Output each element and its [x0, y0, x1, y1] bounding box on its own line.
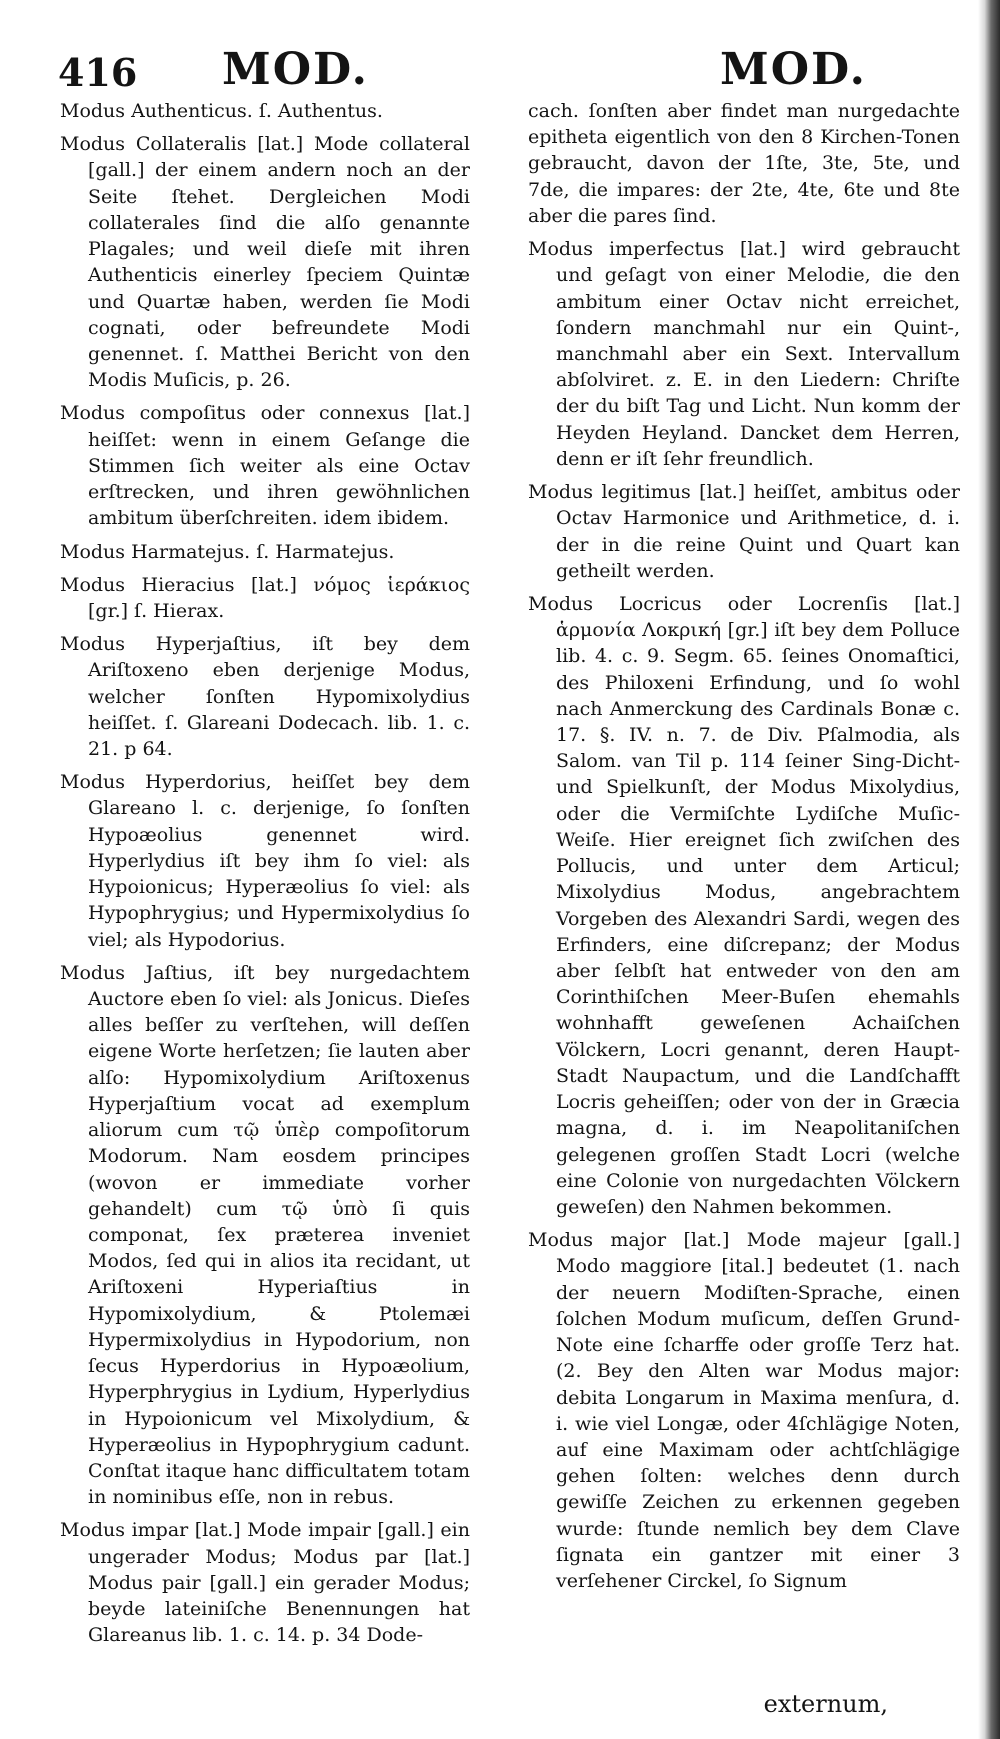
entry-modus-impar: Modus impar [lat.] Mode impair [gall.] ein ungerader Modus; Modus par [lat.] Modus pair [gall.] ein gerader Modus; beyde lateiniſche Benennungen hat Glareanus lib. 1. c. 14. p. 34 Dode- — [60, 1519, 470, 1647]
running-head-left: MOD. — [222, 44, 369, 95]
entry-modus-authenticus: Modus Authenticus. ſ. Authentus. — [60, 100, 383, 122]
running-head-right: MOD. — [720, 44, 867, 95]
entry-modus-major: Modus major [lat.] Mode majeur [gall.] Modo maggiore [ital.] bedeutet (1. nach der neuern Modiſten-Sprache, einen ſolchen Modum muſicum, deſſen Grund-Note eine ſcharffe oder groſſe Terz hat. (2. Bey den Alten war Modus major: debita Longarum in Maxima menſura, d. i. wie viel Longæ, oder 4ſchlägige Noten, auf eine Maximam oder achtſchlägige gehen ſolten: welches denn durch gewiſſe Zeichen zu erkennen gegeben wurde: ſtunde nemlich bey dem Clave ſignata ein gantzer mit einer 3 verſehener Circkel, ſo Signum — [528, 1229, 960, 1593]
page-footer — [0, 1690, 960, 1730]
entry-continuation: cach. ſonſten aber findet man nurgedachte epitheta eigentlich von den 8 Kirchen-Tonen gebraucht, davon der 1ſte, 3te, 5te, und 7de, die impares: der 2te, 4te, 6te und 8te aber die pares ſind. — [528, 100, 960, 227]
entry-modus-harmatejus: Modus Harmatejus. ſ. Harmatejus. — [60, 540, 395, 563]
page-header — [0, 22, 1000, 95]
left-column — [60, 98, 470, 1655]
right-column — [528, 98, 960, 1601]
entry-modus-imperfectus: Modus imperfectus [lat.] wird gebraucht und geſagt von einer Melodie, die den ambitum einer Octav nicht erreichet, ſondern manchmahl nur ein Quint-, manchmahl aber ein Sext. Intervallum abſolviret. z. E. in den Liedern: Chriſte der du biſt Tag und Licht. Nun komm der Heyden Heyland. Dancket dem Herren, denn er iſt ſehr freundlich. — [528, 238, 960, 470]
entry-modus-jastius: Modus Jaſtius, iſt bey nurgedachtem Auctore eben ſo viel: als Jonicus. Dieſes alles beſſer zu verſtehen, will deſſen eigene Worte herſetzen; ſie lauten aber alſo: Hypomixolydium Ariſtoxenus Hyperjaſtium vocat ad exemplum aliorum cum τῷ ὑπὲρ compoſitorum Modorum. Nam eosdem principes (wovon er immediate vorher gehandelt) cum τῷ ὑπὸ ſi quis componat, ſex præterea inveniet Modos, ſed qui in alios ita recidant, ut Ariſtoxeni Hyperiaſtius in Hypomixolydium, & Ptolemæi Hypermixolydius in Hypodorium, non ſecus Hyperdorius in Hypoæolium, Hyperphrygius in Lydium, Hyperlydius in Hypoionicum vel Mixolydium, & Hyperæolius in Hypophrygium cadunt. Conſtat itaque hanc difficultatem totam in nominibus eſſe, non in rebus. — [60, 961, 470, 1509]
entry-modus-hieracius: Modus Hieracius [lat.] νόμος ἱεράκιος [gr.] ſ. Hierax. — [60, 573, 470, 622]
entry-modus-hyperdorius: Modus Hyperdorius, heiſſet bey dem Glareano l. c. derjenige, ſo ſonſten Hypoæolius genennet wird. Hyperlydius iſt bey ihm ſo viel: als Hypoionicus; Hyperæolius ſo viel: als Hypophrygius; und Hypermixolydius ſo viel; als Hypodorius. — [60, 771, 470, 951]
page-number: 416 — [58, 50, 138, 95]
entry-modus-collateralis: Modus Collateralis [lat.] Mode collateral [gall.] der einem andern noch an der Seite ſtehet. Dergleichen Modi collaterales ſind die alſo genannte Plagales; und weil dieſe mit ihren Authenticis einerley ſpeciem Quintæ und Quartæ haben, werden ſie Modi cognati, oder befreundete Modi genennet. ſ. Matthei Bericht von den Modis Muſicis, p. 26. — [60, 133, 470, 392]
entry-modus-compositus: Modus compoſitus oder connexus [lat.] heiſſet: wenn in einem Geſange die Stimmen ſich weiter als eine Octav erſtrecken, und ihren gewöhnlichen ambitum überſchreiten. idem ibidem. — [60, 402, 470, 530]
catchword: externum, — [763, 1690, 888, 1718]
page-edge-shadow — [978, 0, 1000, 1739]
entry-modus-locricus: Modus Locricus oder Locrenſis [lat.] ἁρμονία Λοκρική [gr.] iſt bey dem Polluce lib. 4. c. 9. Segm. 65. ſeines Onomaſtici, des Philoxeni Erfindung, und ſo wohl nach Anmerckung des Cardinals Bonæ c. 17. §. IV. n. 7. de Div. Pſalmodia, als Salom. van Til p. 114 ſeiner Sing-Dicht- und Spielkunſt, der Modus Mixolydius, oder die Vermiſchte Lydiſche Muſic-Weiſe. Hier ereignet ſich zwiſchen des Pollucis, und unter dem Articul; Mixolydius Modus, angebrachtem Vorgeben des Alexandri Sardi, wegen des Erfinders, eine diſcrepanz; der Modus aber ſelbſt hat entweder von den am Corinthiſchen Meer-Buſen ehemahls wohnhafft geweſenen Achaiſchen Völckern, Locri genannt, deren Haupt-Stadt Naupactum, und die Landſchafft Locris geheiſſen; oder von der in Græcia magna, d. i. im Neapolitaniſchen gelegenen groſſen Stadt Locri (welche eine Colonie von nurgedachten Völckern geweſen) den Nahmen bekommen. — [528, 592, 960, 1218]
entry-modus-hyperjastius: Modus Hyperjaſtius, iſt bey dem Ariſtoxeno eben derjenige Modus, welcher ſonſten Hypomixolydius heiſſet. ſ. Glareani Dodecach. lib. 1. c. 21. p 64. — [60, 633, 470, 761]
entry-modus-legitimus: Modus legitimus [lat.] heiſſet, ambitus oder Octav Harmonice und Arithmetice, d. i. der in die reine Quint und Quart kan getheilt werden. — [528, 481, 960, 582]
